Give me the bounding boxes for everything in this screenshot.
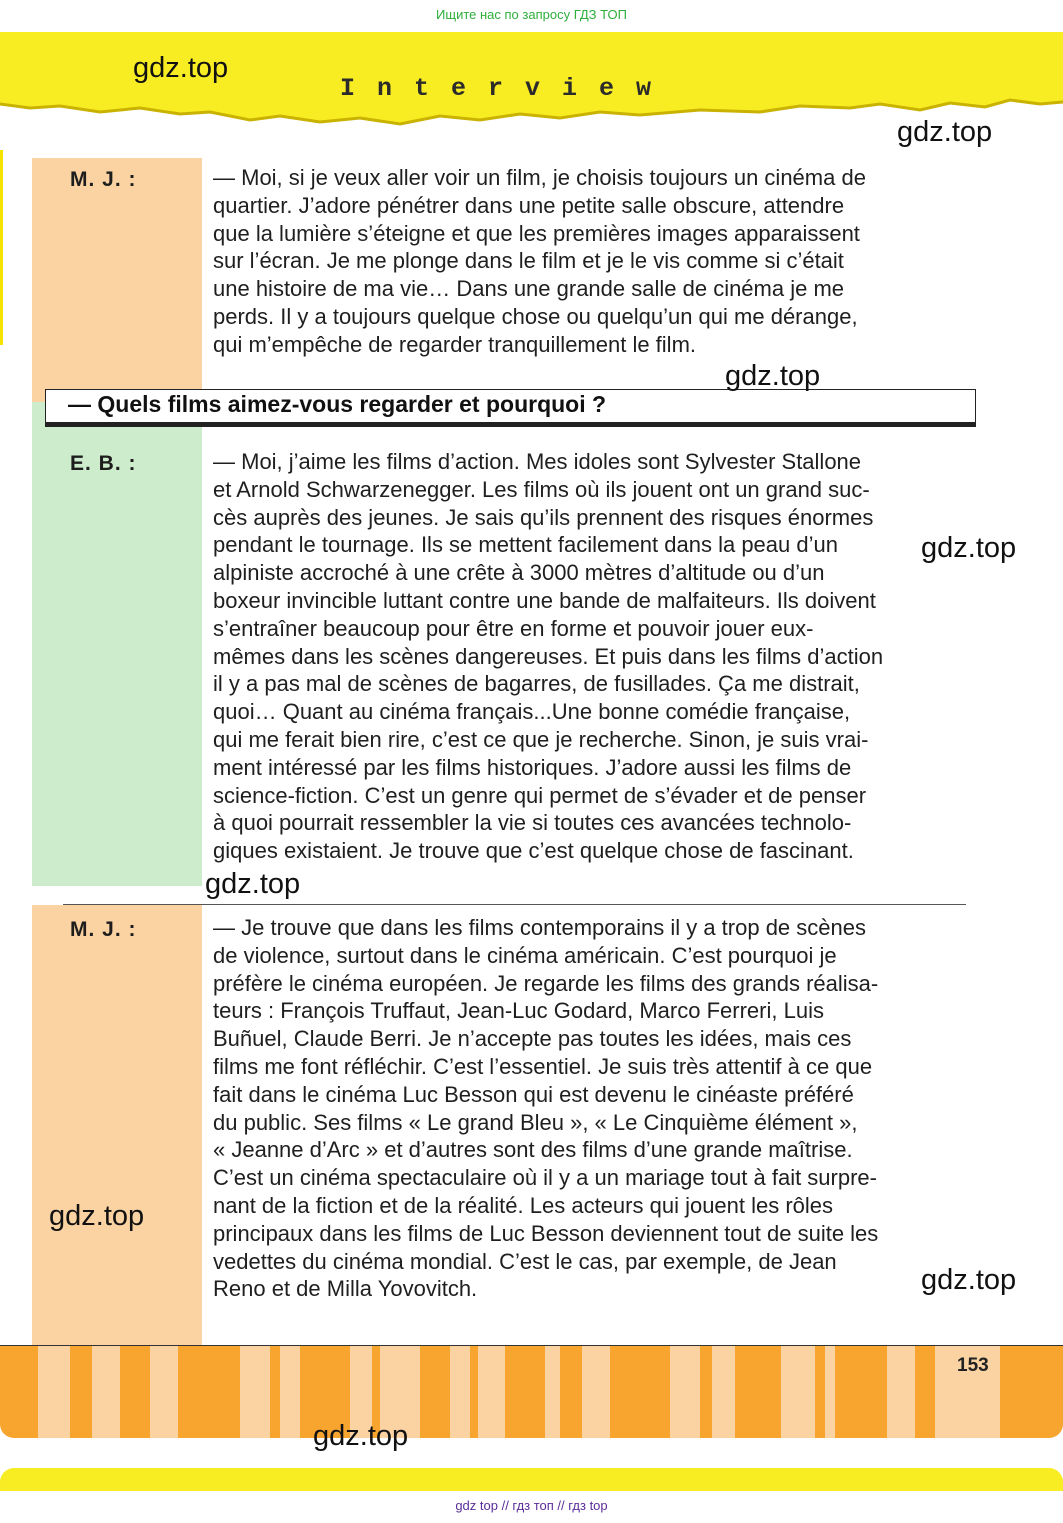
watermark-text: gdz.top xyxy=(921,532,1017,564)
watermark-text: gdz.top xyxy=(313,1420,409,1452)
section-divider xyxy=(63,904,966,905)
watermark-text: gdz.top xyxy=(897,116,993,148)
side-strip xyxy=(0,150,3,345)
bottom-links[interactable]: gdz top // гдз топ // гдз top xyxy=(455,1498,608,1513)
speaker-column-3 xyxy=(32,905,202,1345)
speaker-label: E. B. : xyxy=(70,452,137,475)
speaker-label: M. J. : xyxy=(70,168,137,191)
watermark-text: gdz.top xyxy=(921,1264,1017,1296)
watermark-text: gdz.top xyxy=(49,1200,145,1232)
page-title: Interview xyxy=(340,74,674,103)
answer-paragraph: — Moi, j’aime les films d’action. Mes idoles sont Sylvester Stallone et Arnold Schwarzenegger. Les films où ils jouent ont un grand suc- cès auprès des jeunes. Je sais qu’ils prennent des risques énormes pendant le tournage. Ils se mettent facilement dans la peau d’un alpiniste accroché à une crête à 3000 mètres d’altitude ou d’un boxeur invincible luttant contre une bande de malfaiteurs. Ils doivent s’entraîner beaucoup pour être en forme et pouvoir jouer eux- mêmes dans les scènes dangereuses. Et puis dans les films d’action il y a pas mal de scènes de bagarres, de fusillades. Ça me distrait, quoi… Quant au cinéma français...Une bonne comédie française, qui me ferait bien rire, c’est ce que je recherche. Sinon, je suis vrai- ment intéressé par les films historiques. J’adore aussi les films de science-fiction. C’est un genre qui permet de s’évader et de penser à quoi pourrait ressembler la vie si toutes ces avancées technolo- giques existaient. Je trouve que c’est quelque chose de fascinant. xyxy=(213,449,884,864)
watermark-text: gdz.top xyxy=(133,52,229,84)
watermark-text: gdz.top xyxy=(725,360,821,392)
footer-striped-band xyxy=(0,1346,1063,1438)
question-text: — Quels films aimez-vous regarder et pourquoi ? xyxy=(68,391,607,417)
watermark-text: gdz.top xyxy=(205,868,301,900)
page-number: 153 xyxy=(957,1355,989,1376)
speaker-label: M. J. : xyxy=(70,918,137,941)
answer-paragraph: — Je trouve que dans les films contemporains il y a trop de scènes de violence, surtout dans le cinéma américain. C’est pourquoi je préfère le cinéma européen. Je regarde les films des grands réalisa- teurs : François Truffaut, Jean-Luc Godard, Marco Ferreri, Luis Buñuel, Claude Berri. Je n’accepte pas toutes les idées, mais ces films me font réfléchir. C’est l’essentiel. Je suis très attentif à ce que fait dans le cinéma Luc Besson qui est devenu le cinéaste préféré du public. Ses films « Le grand Bleu », « Le Cinquième élément », « Jeanne d’Arc » et d’autres sont des films d’une grande maîtrise. C’est un cinéma spectaculaire où il y a un mariage tout à fait surpre- nant de la fiction et de la réalité. Les acteurs qui jouent les rôles principaux dans les films de Luc Besson deviennent tout de suite les vedettes du cinéma mondial. C’est le cas, par exemple, de Jean Reno et de Milla Yovovitch. xyxy=(213,915,879,1302)
answer-paragraph: — Moi, si je veux aller voir un film, je choisis toujours un cinéma de quartier. J’adore pénétrer dans une petite salle obscure, attendre que la lumière s’éteigne et que les premières images apparaissent sur l’écran. Je me plonge dans le film et je le vis comme si c’était une histoire de ma vie… Dans une grande salle de cinéma je me perds. Il y a toujours quelque chose ou quelqu’un qui me dérange, qui m’empêche de regarder tranquillement le film. xyxy=(213,165,866,357)
bottom-yellow-band xyxy=(0,1468,1063,1491)
speaker-column-1 xyxy=(32,158,202,402)
top-notice: Ищите нас по запросу ГДЗ ТОП xyxy=(436,7,627,22)
